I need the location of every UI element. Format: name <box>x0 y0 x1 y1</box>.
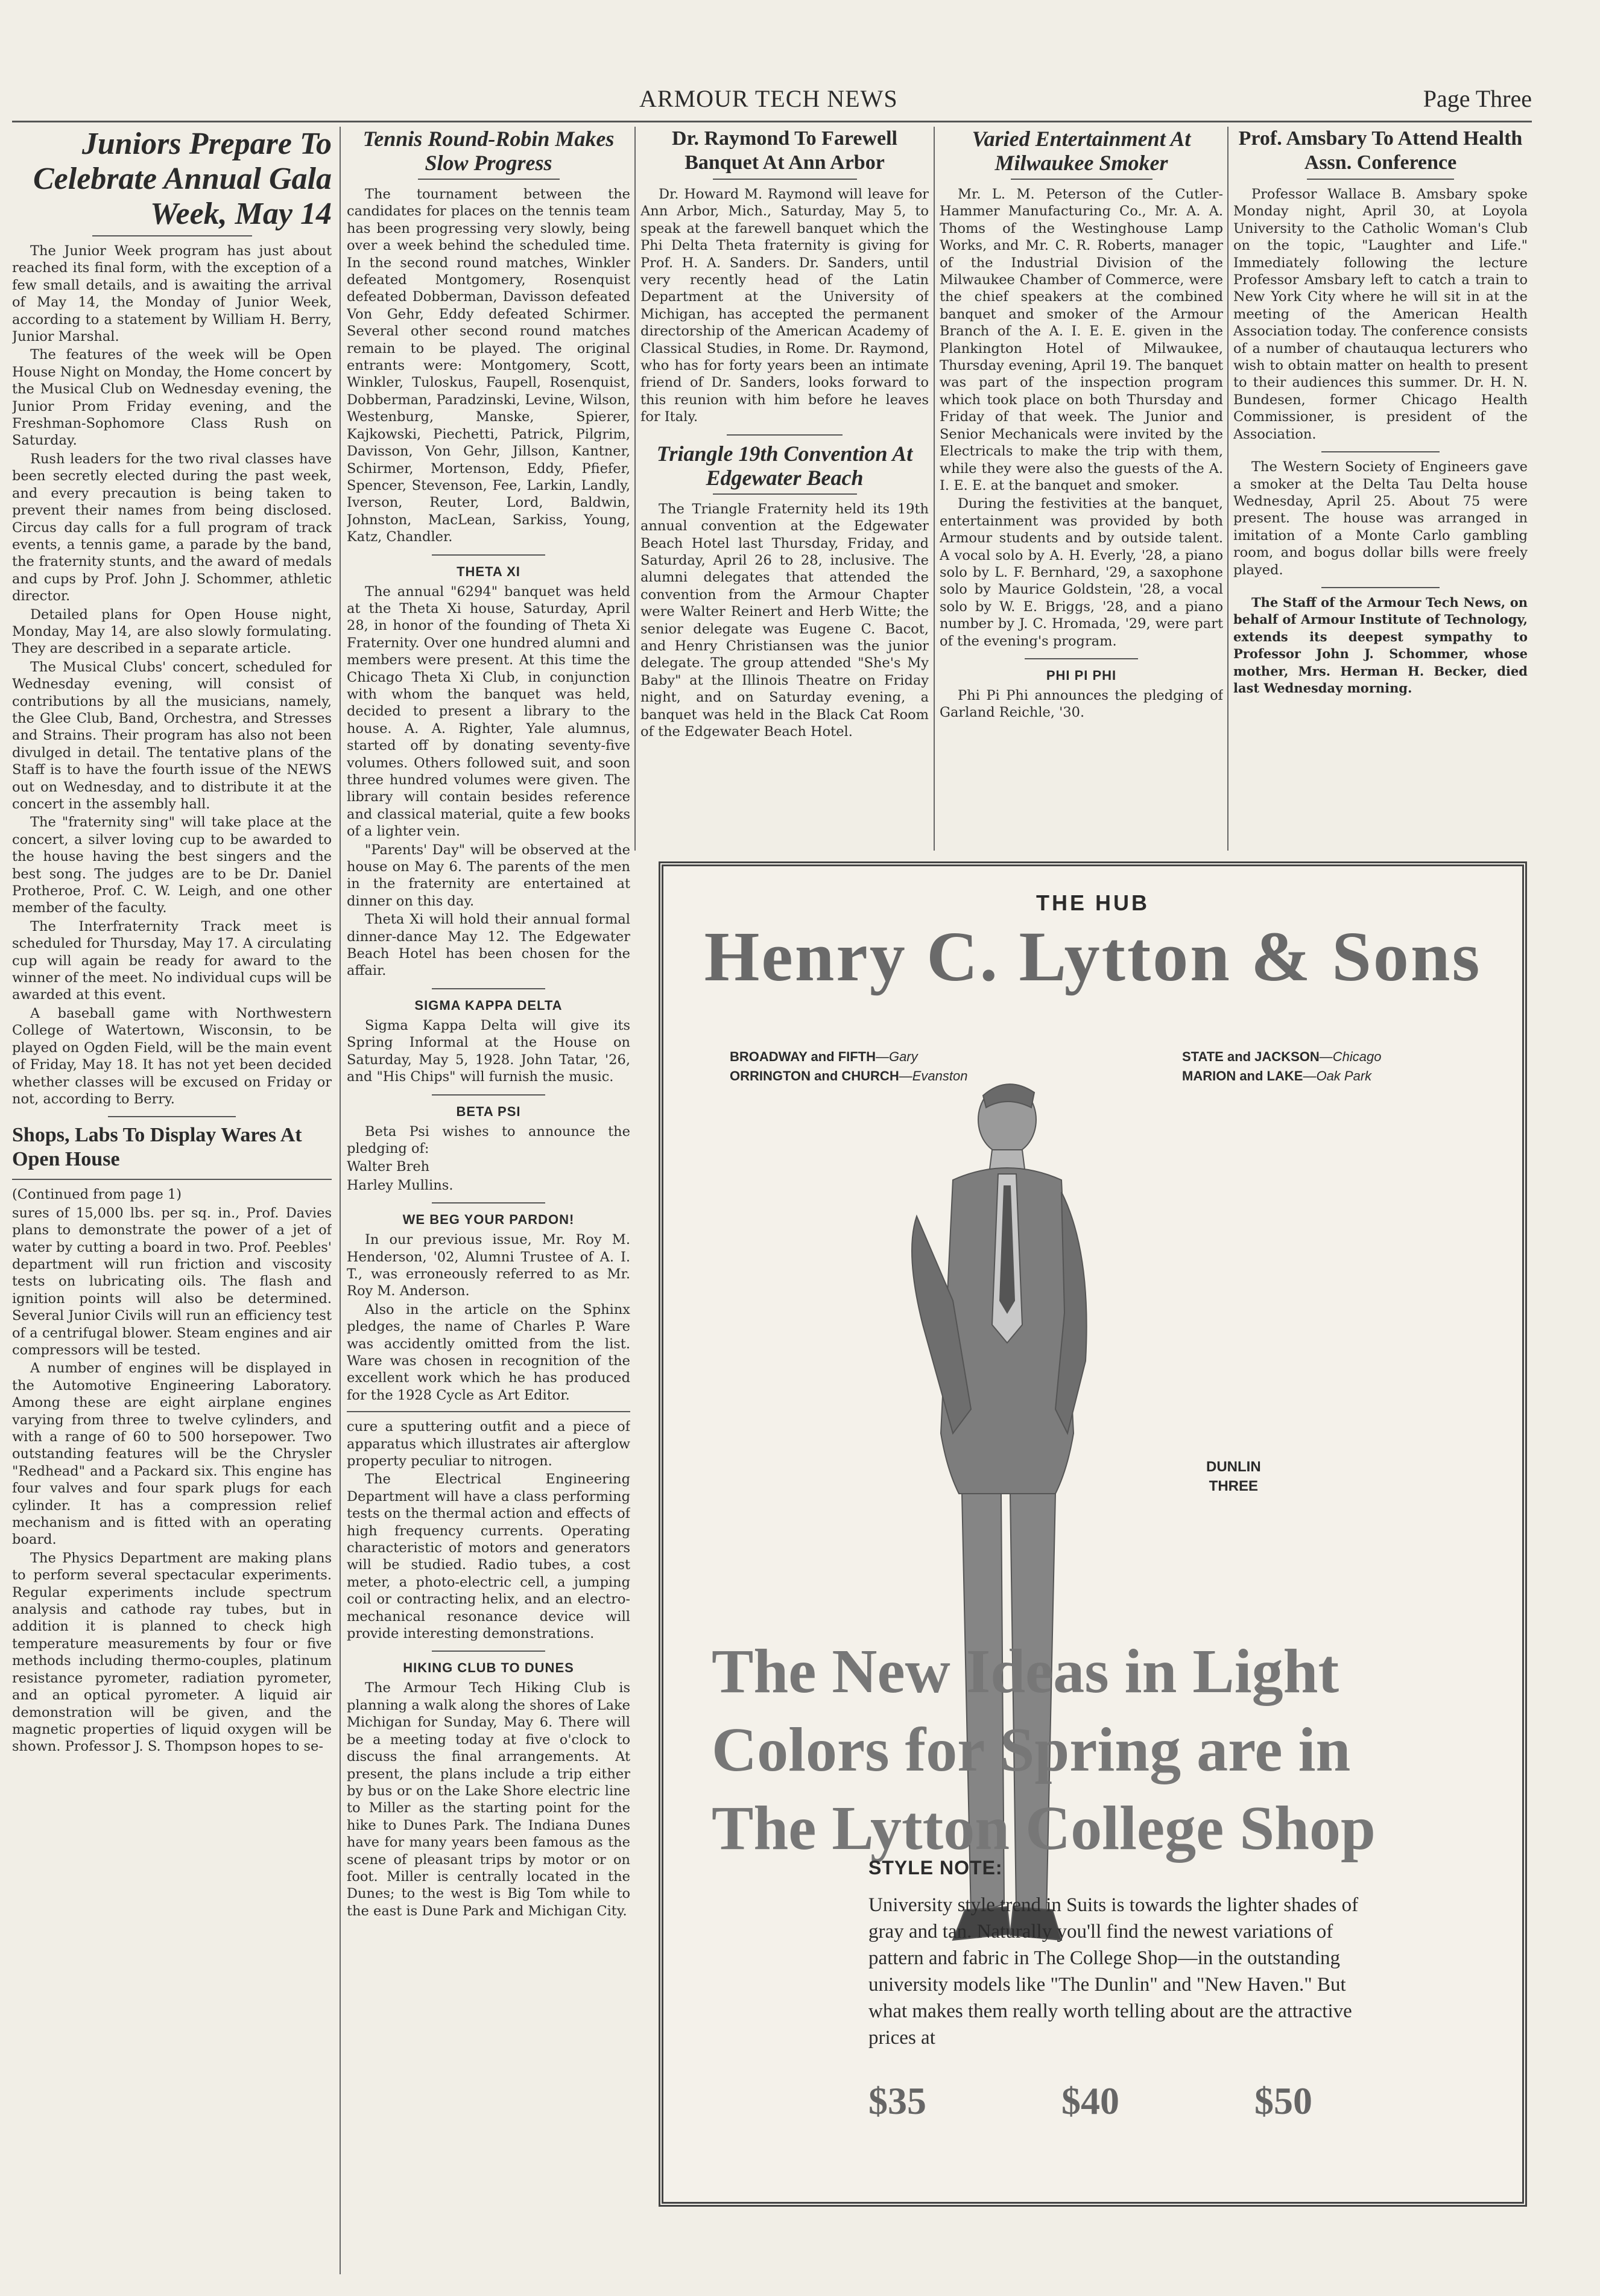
article-paragraph: The "fraternity sing" will take place at the concert, a silver loving cup to be awarded to the house having the best singers and the best song. The judges are to be Dr. Daniel Protheroe, Prof. C. W. Leigh, and one other member of the faculty. <box>12 814 332 916</box>
location-city: —Evanston <box>899 1068 968 1083</box>
divider <box>108 1116 236 1117</box>
divider <box>713 493 857 495</box>
ad-headline <box>712 1632 1496 1868</box>
column-rule <box>934 127 935 851</box>
divider <box>432 1202 545 1203</box>
pledge-name: Harley Mullins. <box>347 1177 454 1193</box>
headline-amsbary: Prof. Amsbary To Attend Health Assn. Conference <box>1238 127 1523 174</box>
divider <box>92 235 252 236</box>
headline-shops-labs: Shops, Labs To Display Wares At Open House <box>12 1124 302 1171</box>
model-line: DUNLIN <box>1206 1459 1261 1475</box>
article-paragraph: The features of the week will be Open House Night on Monday, the Home concert by the Musical Club on Wednesday evening, the Junior Prom Friday evening, and the Freshman-Sophomore Class Rush on Saturday. <box>12 347 332 449</box>
divider <box>12 1179 332 1180</box>
article-paragraph: The annual "6294" banquet was held at the Theta Xi house, Saturday, April 28, in honor of the founding of Theta Xi Fraternity. Over one hundred alumni and members were present. At this time the Chicago Theta Xi Club, in conjunction with whom the banquet was held, decided to present a library to the house. A. A. Righter, Yale alumnus, started off by donating seventy-five volumes. Others followed suit, and soon three hundred volumes were given. The library will contain besides reference and classical material, quite a few books of a lighter vein. <box>347 583 630 840</box>
article-continuation: cure a sputtering outfit and a piece of apparatus which illustrates air afterglow property peculiar to nitrogen. <box>347 1419 630 1469</box>
divider <box>347 1411 630 1412</box>
sympathy-text: The Staff of the Armour Tech News, on behalf of Armour Institute of Technology, extends its deepest sympathy to Professor John J. Schommer, whose mother, Mrs. Herman H. Becker, died last Wednesday morning. <box>1233 594 1528 696</box>
location-street: MARION and LAKE <box>1182 1068 1303 1083</box>
column-rule <box>1227 127 1228 851</box>
location-street: BROADWAY and FIFTH <box>730 1049 876 1064</box>
section-title-theta-xi: THETA XI <box>457 563 520 579</box>
article-paragraph: The Physics Department are making plans to perform several spectacular experiments. Regular experiments include spectrum analysis and cathode ray tubes, but in addition it is planned to check high temperature measurements by four or five methods including thermo-couples, platinum resistance pyrometer, radiation pyrometer, and an optical pyrometer. A liquid air demonstration will be given, and the magnetic properties of liquid oxygen will be shown. Professor J. S. Thompson hopes to se- <box>12 1550 332 1755</box>
model-line: THREE <box>1209 1478 1258 1494</box>
location-street: ORRINGTON and CHURCH <box>730 1068 899 1083</box>
article-paragraph: The Western Society of Engineers gave a smoker at the Delta Tau Delta house Wednesday, April 25. About 75 were present. The house was arranged in imitation of a Monte Carlo gambling room, and bogus dollar bills were freely played. <box>1233 459 1528 578</box>
divider <box>432 1651 545 1652</box>
article-paragraph: sures of 15,000 lbs. per sq. in., Prof. Davies plans to demonstrate the power of a jet of water by cutting a board in two. Prof. Peebles' department will run friction and viscosity tests on lubricating oils. The flash and ignition points will also be determined. Several Junior Civils will run an efficiency test of a centrifugal blower. Steam engines and air compressors will be tested. <box>12 1205 332 1358</box>
column-5 <box>1233 127 1528 854</box>
location-city: —Oak Park <box>1303 1068 1372 1083</box>
hub-logo: THE HUB <box>1036 890 1149 915</box>
divider <box>1321 451 1439 452</box>
pledge-name: Walter Breh <box>347 1159 430 1175</box>
article-paragraph: During the festivities at the banquet, entertainment was provided by both Armour students and by outside talent. A vocal solo by A. H. Everly, '28, a piano solo by L. F. Bernhard, '29, a saxophone solo by Maurice Goldstein, '28, a vocal solo by W. E. Briggs, '28, and a piano number by J. C. Hromada, '29, were part of the evening's program. <box>940 496 1223 649</box>
article-paragraph: Detailed plans for Open House night, Monday, May 14, are also slowly formulating. They are described in a separate article. <box>12 606 332 657</box>
article-paragraph: The tournament between the candidates for places on the tennis team has been progressing very slowly, being over a week behind the scheduled time. In the second round matches, Winkler defeated Montgomery, Rosenquist defeated Dobberman, Davisson defeated Von Gehr, Eddy defeated Schirmer. Several other second round matches remain to be played. The original entrants were: Montgomery, Scott, Winkler, Tuloskus, Faupell, Rosenquist, Dobberman, Paradzinski, Levine, Wilson, Westenburg, Manske, Spierer, Kajkowski, Piechetti, Patrick, Pilgrim, Davisson, Von Gehr, Jillson, Kantner, Schirmer, Mortenson, Eddy, Pfiefer, Spencer, Stevenson, Fee, Larkin, Landly, Iverson, Reuter, Lord, Baldwin, Johnston, MacLean, Sarkiss, Young, Katz, Chandler. <box>347 186 630 545</box>
model-caption <box>1206 1457 1261 1496</box>
article-paragraph: Beta Psi wishes to announce the pledging of: <box>347 1123 630 1156</box>
location-city: —Gary <box>876 1049 918 1064</box>
location-street: STATE and JACKSON <box>1182 1049 1320 1064</box>
section-title-pardon: WE BEG YOUR PARDON! <box>402 1212 575 1228</box>
continued-note: (Continued from page 1) <box>12 1187 182 1203</box>
divider <box>432 988 545 989</box>
paper-name: ARMOUR TECH NEWS <box>639 85 898 112</box>
column-rule <box>634 127 636 851</box>
article-paragraph: The Triangle Fraternity held its 19th annual convention at the Edgewater Beach Hotel last Thursday, Friday, and Saturday, April 26 to 28, inclusive. The alumni delegates that attended the convention from the Armour Chapter were Walter Reinert and Herb Witte; the senior delegate was Eugene C. Bacot, and Henry Christiansen was the junior delegate. The group attended "She's My Baby" at the Illinois Theatre on Friday night, and on Saturday evening, a banquet was held in the Black Cat Room of the Edgewater Beach Hotel. <box>640 501 929 740</box>
article-paragraph: Professor Wallace B. Amsbary spoke Monday night, April 30, at Loyola University to the Catholic Woman's Club on the topic, "Laughter and Life." Immediately following the lecture Professor Amsbary left to catch a train to New York City where he will sit in at the meeting of the American Health Association today. The conference consists of a number of chautauqua lecturers who wish to obtain matter on health to present to their audiences this summer. Dr. H. N. Bundesen, former Chicago Health Commissioner, is president of the Association. <box>1233 186 1528 442</box>
headline-triangle: Triangle 19th Convention At Edgewater Beach <box>656 441 913 490</box>
location-city: —Chicago <box>1319 1049 1382 1064</box>
article-paragraph: A number of engines will be displayed in the Automotive Engineering Laboratory. Among these are eight airplane engines varying from three to twelve cylinders, and with a range of 60 to 500 horsepower. Two outstanding features will be the Chrysler "Redhead" and a Packard six. This engine has four valves and four spark plugs for each cylinder. It has a compression relief mechanism and is fitted with an operating board. <box>12 1360 332 1548</box>
page-header <box>12 84 1532 122</box>
divider <box>727 434 842 436</box>
divider <box>1307 179 1454 180</box>
ad-headline-line: The New Ideas in Light <box>712 1637 1339 1706</box>
headline-milwaukee: Varied Entertainment At Milwaukee Smoker <box>972 127 1191 175</box>
headline-tennis: Tennis Round-Robin Makes Slow Progress <box>362 127 615 175</box>
lytton-advertisement <box>659 861 1527 2207</box>
article-paragraph: "Parents' Day" will be observed at the house on May 6. The parents of the men in the fraternity are entertained at dinner on this day. <box>347 842 630 909</box>
column-rule <box>340 127 341 2274</box>
article-paragraph: Dr. Howard M. Raymond will leave for Ann Arbor, Mich., Saturday, May 5, to speak at the farewell banquet which the Phi Delta Theta fraternity is giving for Prof. H. A. Sanders. Dr. Sanders, until very recently head of the Latin Department at the University of Michigan, has accepted the permanent directorship of the American Academy of Classical Studies, in Rome. Dr. Raymond, who has for forty years been an intimate friend of Dr. Sanders, looks forward to this reunion with him before he leaves for Italy. <box>640 186 929 425</box>
column-4 <box>940 127 1223 854</box>
article-paragraph: Sigma Kappa Delta will give its Spring Informal at the House on Saturday, May 5, 1928. John Tatar, '26, and "His Chips" will furnish the music. <box>347 1017 630 1085</box>
divider <box>432 554 545 556</box>
ad-headline-line: The Lytton College Shop <box>712 1793 1376 1863</box>
headline-raymond: Dr. Raymond To Farewell Banquet At Ann Arbor <box>671 127 898 174</box>
store-name: Henry C. Lytton & Sons <box>704 917 1482 996</box>
style-note-title: STYLE NOTE: <box>868 1857 1003 1879</box>
article-paragraph: The Interfraternity Track meet is scheduled for Thursday, May 17. A circulating cup will again be ready for award to the winner of the meet. No individual cups will be awarded at this event. <box>12 918 332 1003</box>
article-paragraph: The Musical Clubs' concert, scheduled for Wednesday evening, will consist of contributions by all the musicians, namely, the Glee Club, Band, Orchestra, and Stresses and Strains. Their program has also not been divulged in detail. The tentative plans of the Staff is to have the fourth issue of the NEWS out on Wednesday, and to distribute it at the concert in the assembly hall. <box>12 659 332 812</box>
section-title-sigma-kappa-delta: SIGMA KAPPA DELTA <box>414 997 563 1013</box>
section-title-hiking: HIKING CLUB TO DUNES <box>403 1660 574 1676</box>
divider <box>713 179 857 180</box>
divider <box>1321 587 1439 588</box>
divider <box>1025 658 1138 659</box>
divider <box>432 1094 545 1096</box>
article-paragraph: Phi Pi Phi announces the pledging of Garland Reichle, '30. <box>940 687 1223 721</box>
headline-juniors: Juniors Prepare To Celebrate Annual Gala Week, May 14 <box>33 127 332 231</box>
page-number: Page Three <box>1423 85 1532 112</box>
column-2 <box>347 127 630 2286</box>
column-3 <box>640 127 929 854</box>
article-paragraph: Also in the article on the Sphinx pledges, the name of Charles P. Ware was accidently omitted from the list. Ware was chosen in recognition of the excellent work which he has produced for the 1928 Cycle as Art Editor. <box>347 1301 630 1403</box>
article-paragraph: Mr. L. M. Peterson of the Cutler-Hammer Manufacturing Co., Mr. A. A. Thoms of the Westinghouse Lamp Works, and Mr. C. R. Roberts, manager of the Industrial Division of the Milwaukee Chamber of Commerce, were the chief speakers at the combined banquet and smoker of the Armour Branch of the A. I. E. E. given in the Plankington Hotel of Milwaukee, Thursday evening, April 19. The banquet was part of the inspection program which took place on both Thursday and Friday of that week. The Junior and Senior Mechanicals were invited by the Electricals to make the trip with them, while they were also the guests of the A. I. E. E. at the banquet and smoker. <box>940 186 1223 493</box>
price-list <box>868 2079 1327 2127</box>
sympathy-note <box>1233 594 1528 697</box>
divider <box>1011 179 1153 180</box>
article-paragraph: The Armour Tech Hiking Club is planning a walk along the shores of Lake Michigan for Sunday, May 6. There will be a meeting today at five o'clock to discuss the final arrangements. At present, the plans include a trip either by bus or on the Lake Shore electric line to Miller as the starting point for the hike to Dunes Park. The Indiana Dunes have for many years been famous as the scene of pleasant trips by motor or on foot. Miller is centrally located in the Dunes; to the west is Big Tom while to the east is Dune Park and Michigan City. <box>347 1680 630 1919</box>
article-paragraph: A baseball game with Northwestern College of Watertown, Wisconsin, to be played on Ogden Field, will be the main event of Friday, May 18. It has not yet been decided whether classes will be excused on Friday or not, according to Berry. <box>12 1005 332 1107</box>
price: $35 <box>868 2079 926 2122</box>
ad-headline-line: Colors for Spring are in <box>712 1715 1351 1784</box>
price: $50 <box>1254 2079 1312 2122</box>
article-paragraph: The Junior Week program has just about reached its final form, with the exception of a few small details, and is awaiting the arrival of May 14, the Monday of Junior Week, according to a statement by William H. Berry, Junior Marshal. <box>12 243 332 345</box>
article-paragraph: The Electrical Engineering Department will have a class performing tests on the thermal action and effects of high frequency currents. Operating characteristic of motors and generators will be studied. Radio tubes, a cost meter, a photo-electric cell, a jumping coil or contracting helix, and an electro-mechanical resonance device will provide interesting demonstrations. <box>347 1471 630 1642</box>
section-title-phi-pi-phi: PHI PI PHI <box>1046 667 1117 683</box>
column-1 <box>12 127 332 2286</box>
section-title-beta-psi: BETA PSI <box>456 1103 521 1119</box>
divider <box>418 179 560 180</box>
locations-right <box>1182 1047 1381 1086</box>
article-paragraph: Rush leaders for the two rival classes have been secretly elected during the past week, and every precaution is being taken to prevent their names from being disclosed. Circus day calls for a full program of track events, a tennis game, a parade by the band, the fraternity stunts, and the award of medals and cups by Prof. John J. Schommer, athletic director. <box>12 451 332 604</box>
price: $40 <box>1061 2079 1119 2122</box>
article-paragraph: In our previous issue, Mr. Roy M. Henderson, '02, Alumni Trustee of A. I. T., was erroneously referred to as Mr. Roy M. Anderson. <box>347 1232 630 1299</box>
article-paragraph: Theta Xi will hold their annual formal dinner-dance May 12. The Edgewater Beach Hotel has been chosen for the affair. <box>347 912 630 979</box>
style-note-body: University style trend in Suits is towards the lighter shades of gray and tan. Naturally you'll find the newest variations of pattern and fabric in The College Shop—in the outstanding university models like "The Dunlin" and "New Haven." But what makes them really worth telling about are the attractive prices at <box>868 1894 1359 2049</box>
